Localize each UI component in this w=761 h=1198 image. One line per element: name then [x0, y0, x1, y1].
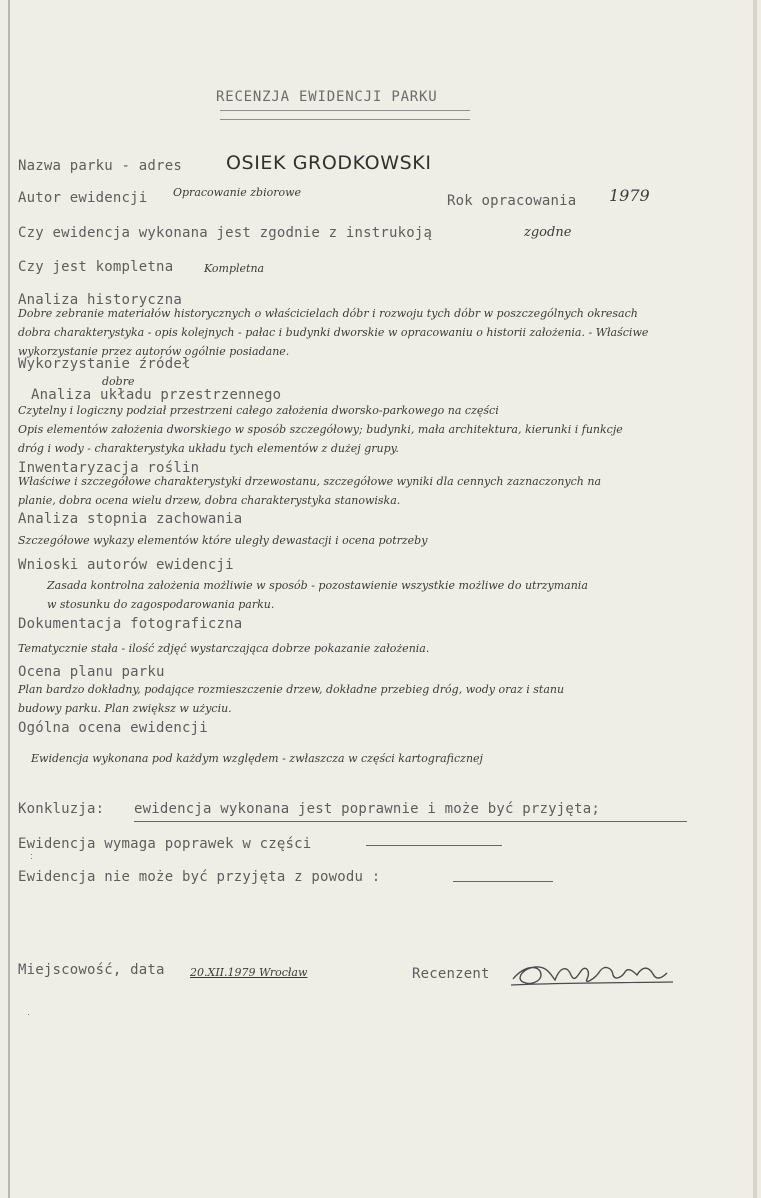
author-label: Autor ewidencji: [18, 190, 148, 206]
compliance-value: zgodne: [524, 225, 572, 240]
section-line: Szczegółowe wykazy elementów które uległy dewastacji i ocena potrzeby: [18, 534, 428, 547]
compliance-label: Czy ewidencja wykonana jest zgodnie z instrukoją: [18, 225, 433, 241]
place-value: 20.XII.1979 Wrocław: [190, 966, 308, 979]
section-line: Plan bardzo dokładny, podające rozmieszczenie drzew, dokładne przebieg dróg, wody oraz i stanu: [18, 683, 565, 696]
section-line: planie, dobra ocena wielu drzew, dobra charakterystyka stanowiska.: [18, 494, 401, 507]
section-line: budowy parku. Plan zwiększ w użyciu.: [18, 702, 232, 715]
park-value: OSIEK GRODKOWSKI: [226, 152, 432, 174]
page-edge-right: [753, 0, 757, 1198]
conclusion-text: ewidencja wykonana jest poprawnie i może być przyjęta;: [134, 801, 600, 817]
section-line: wykorzystanie przez autorów ogólnie posiadane.: [18, 345, 290, 358]
author-value: Opracowanie zbiorowe: [173, 186, 302, 199]
dot: [28, 1014, 29, 1015]
conclusion-underline: [134, 821, 687, 822]
section-line: dobre: [102, 375, 135, 388]
reviewer-label: Recenzent: [412, 966, 490, 982]
section-line: Dobre zebranie materiałów historycznych o właścicielach dóbr i rozwoju tych dóbr w poszczególnych okresach: [18, 307, 638, 320]
section-label-zrodla: Wykorzystanie źródeł: [18, 356, 191, 372]
title-underline: [220, 110, 470, 120]
reviewer-signature: [507, 957, 677, 991]
document-title: RECENZJA EWIDENCJI PARKU: [216, 89, 438, 105]
section-label-ogolna: Ogólna ocena ewidencji: [18, 720, 208, 736]
section-line: Ewidencja wykonana pod każdym względem - zwłaszcza w części kartograficznej: [31, 752, 483, 765]
section-label-plan: Ocena planu parku: [18, 664, 165, 680]
section-label-foto: Dokumentacja fotograficzna: [18, 616, 243, 632]
section-line: dobra charakterystyka - opis kolejnych - pałac i budynki dworskie w opracowaniu o historii założenia. - Właściwe: [18, 326, 649, 339]
section-label-zachowanie: Analiza stopnia zachowania: [18, 511, 243, 527]
section-line: Właściwe i szczegółowe charakterystyki drzewostanu, szczegółowe wyniki dla cennych zaznaczonych na: [18, 475, 602, 488]
complete-value: Kompletna: [204, 262, 265, 275]
park-label: Nazwa parku - adres: [18, 158, 182, 174]
section-line: dróg i wody - charakterystyka układu tych elementów z dużej grupy.: [18, 442, 399, 455]
reject-fill-line: [453, 881, 553, 882]
section-label-historyczna: Analiza historyczna: [18, 292, 182, 308]
section-line: Tematycznie stała - ilość zdjęć wystarczająca dobrze pokazanie założenia.: [18, 642, 430, 655]
complete-label: Czy jest kompletna: [18, 259, 174, 275]
place-label: Miejscowość, data: [18, 962, 165, 978]
conclusion-label: Konkluzja:: [18, 801, 105, 817]
section-line: Zasada kontrolna założenia możliwie w sposób - pozostawienie wszystkie możliwe do utrzymania: [47, 579, 588, 592]
dot: [31, 858, 32, 859]
section-line: Opis elementów założenia dworskiego w sposób szczegółowy; budynki, mała architektura, kierunki i funkcje: [18, 423, 623, 436]
partial-fill-line: [366, 845, 502, 846]
section-label-wnioski: Wnioski autorów ewidencji: [18, 557, 234, 573]
section-label-rosliny: Inwentaryzacja roślin: [18, 460, 200, 476]
year-label: Rok opracowania: [447, 193, 577, 209]
section-label-przestrzenny: Analiza układu przestrzennego: [31, 387, 282, 403]
partial-line: Ewidencja wymaga poprawek w części: [18, 836, 312, 852]
section-line: w stosunku do zagospodarowania parku.: [47, 598, 275, 611]
reject-line: Ewidencja nie może być przyjęta z powodu :: [18, 869, 381, 885]
page-edge-left: [8, 0, 10, 1198]
section-line: Czytelny i logiczny podział przestrzeni całego założenia dworsko-parkowego na części: [18, 404, 499, 417]
dot: [31, 854, 32, 855]
year-value: 1979: [609, 186, 650, 205]
